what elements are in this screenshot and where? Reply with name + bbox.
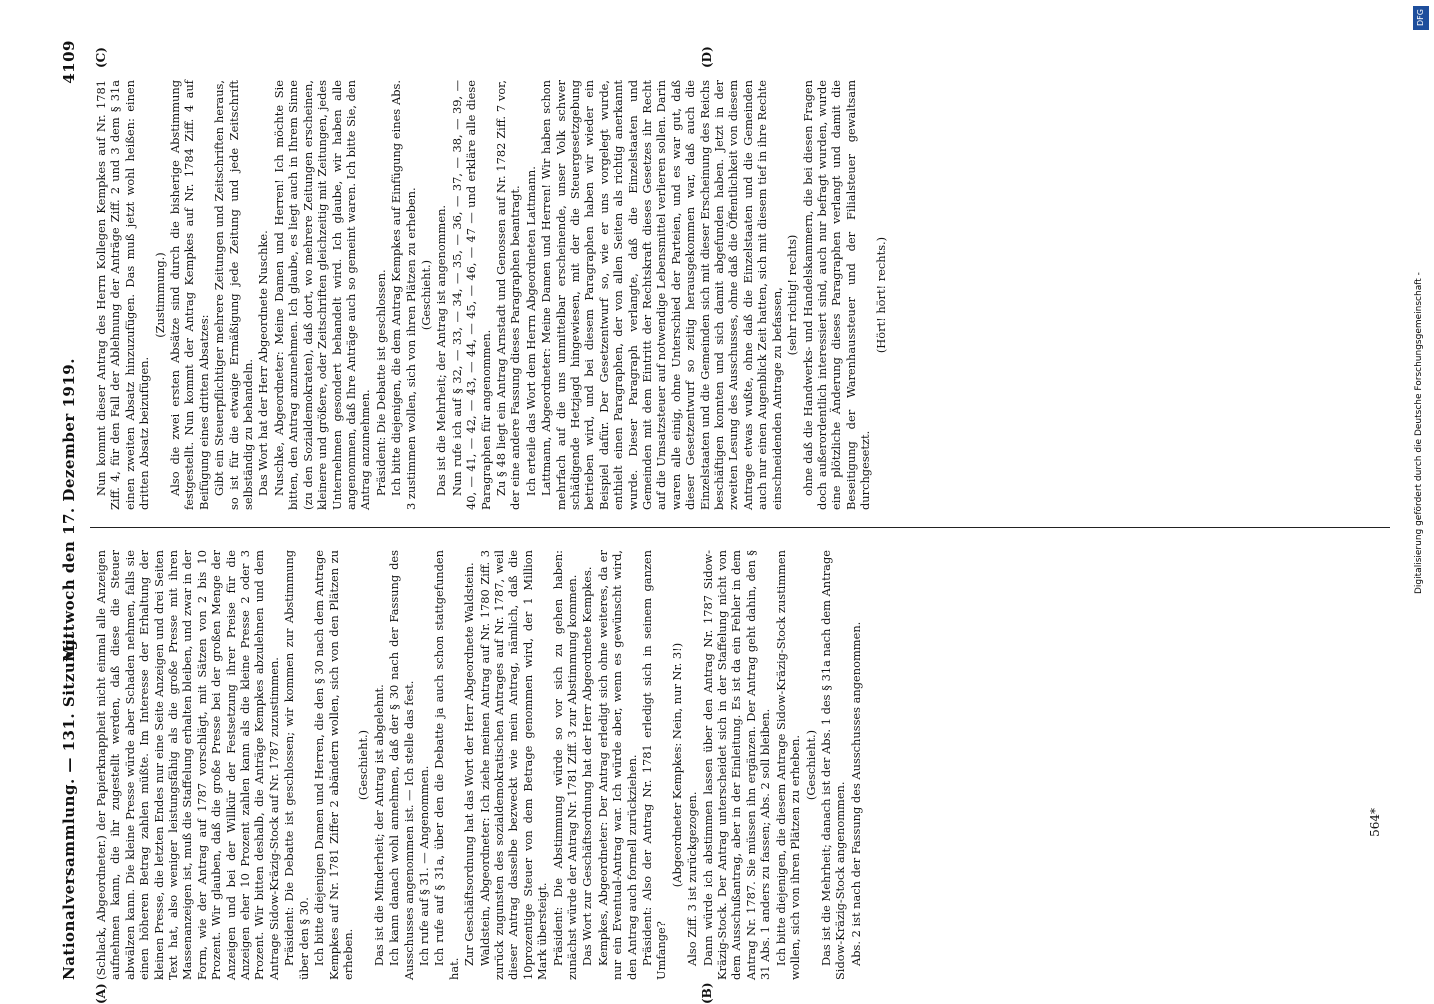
running-header [60, 40, 84, 980]
signature-page-note: 564* [1368, 808, 1382, 837]
paragraph: (Schlack, Abgeordneter.) der Papierknappheit nicht einmal alle Anzeigen aufnehmen kann, die ihr zugestellt werden, daß diese die Steuer abwälzen kann. Die kleine Presse würde aber Schaden nehmen, falls sie einen höheren Betrag zahlen müßte. Im Interesse der Erhaltung der kleinen Presse, die letzten Endes nur eine Seite Anzeigen und drei Seiten Text hat, also weniger leistungsfähig als die große Presse mit ihren Massenanzeigen ist, muß die Staffelung erhalten bleiben, und zwar in der Form, wie der Antrag auf 1787 vorschlägt, mit Sätzen von 2 bis 10 Prozent. Wir glauben, daß die große Presse bei der großen Menge der Anzeigen und bei der Willkür der Festsetzung ihrer Preise für die Anzeigen eher 10 Prozent zahlen kann als die kleine Presse 2 oder 3 Prozent. Wir bitten deshalb, die Anträge Kempkes abzulehnen und dem Antrage Sidow-Kräzig-Stock auf Nr. 1787 zuzustimmen. [94, 550, 281, 980]
paragraph: Nun kommt dieser Antrag des Herrn Kollegen Kempkes auf Nr. 1781 Ziff. 4, für den Fall der Ablehnung der Anträge Ziff. 2 und 3 dem § 31a einen zweiten Absatz hinzuzufügen. Das muß jetzt wohl heißen: einen dritten Absatz beizufügen. [94, 80, 152, 510]
digitization-credit: Digitalisierung gefördert durch die Deutsche Forschungsgemeinschaft - [1414, 34, 1424, 594]
header-center: Mittwoch den 17. Dezember 1919. [60, 40, 78, 980]
paragraph: (sehr richtig! rechts) [785, 80, 799, 510]
paragraph: Ich kann danach wohl annehmen, daß der § 30 nach der Fassung des Ausschusses angenommen ist. — Ich stelle das fest. [387, 550, 416, 980]
paragraph: (Geschieht.) [356, 550, 370, 980]
paragraph: Zu § 48 liegt ein Antrag Arnstadt und Genossen auf Nr. 1782 Ziff. 7 vor, der eine andere Fassung dieses Paragraphen beantragt. [494, 80, 523, 510]
paragraph: Nuschke, Abgeordneter: Meine Damen und Herren! Ich möchte Sie bitten, den Antrag anzunehmen. Ich glaube, es liegt auch in Ihrem Sinne (zu den Sozialdemokraten), daß dort, wo mehrere Zeitungen erscheinen, kleinere und größere, oder Zeitschriften gleichzeitig mit Zeitungen, jedes Unternehmen gesondert behandelt wird. Ich glaube, wir haben alle angenommen, daß Ihre Anträge auch so gemeint waren. Ich bitte Sie, den Antrag anzunehmen. [272, 80, 373, 510]
dfg-logo: DFG [1413, 6, 1429, 30]
paragraph: Ich bitte diejenigen, die diesem Antrage Sidow-Kräzig-Stock zustimmen wollen, sich von ihren Plätzen zu erheben. [774, 550, 803, 980]
header-left: Nationalversammlung. — 131. Sitzung. [60, 634, 78, 980]
paragraph: Ich bitte diejenigen Damen und Herren, die den § 30 nach dem Antrage Kempkes auf Nr. 1781 Ziffer 2 abändern wollen, sich von den Plätzen zu erheben. [312, 550, 355, 980]
paragraph: Präsident: Die Abstimmung würde so vor sich zu gehen haben: zunächst würde der Antrag Nr. 1781 Ziff. 3 zur Abstimmung kommen. [551, 550, 580, 980]
rotated-page-content [60, 40, 1430, 980]
paragraph: Ich erteile das Wort dem Herrn Abgeordneten Lattmann. [524, 80, 538, 510]
paragraph: Präsident: Also der Antrag Nr. 1781 erledigt sich in seinem ganzen Umfange? [640, 550, 669, 980]
paragraph: Das ist die Minderheit; der Antrag ist abgelehnt. [372, 550, 386, 980]
paragraph: (Geschieht.) [804, 550, 818, 980]
margin-marker-b: (B) [700, 983, 714, 1004]
margin-marker-c: (C) [94, 47, 108, 68]
margin-marker-a: (A) [94, 983, 108, 1004]
column-divider [90, 527, 1390, 528]
paragraph: Kempkes, Abgeordneter: Der Antrag erledigt sich ohne weiteres, da er nur ein Eventual-Antrag war. Ich würde aber, wenn es gewünscht wird, den Antrag auch formell zurückziehen. [596, 550, 639, 980]
paragraph: Präsident: Die Debatte ist geschlossen; wir kommen zur Abstimmung über den § 30. [282, 550, 311, 980]
paragraph: Waldstein, Abgeordneter: Ich ziehe meinen Antrag auf Nr. 1780 Ziff. 3 zurück zugunsten des sozialdemokratischen Antrages auf Nr. 1787, weil dieser Antrag dasselbe bezweckt wie mein Antrag, nämlich, daß die 10prozentige Steuer von dem Betrage genommen wird, der 1 Million Mark übersteigt. [478, 550, 550, 980]
paragraph: Ich rufe auf § 31a, über den die Debatte ja auch schon stattgefunden hat. [432, 550, 461, 980]
header-page-number: 4109 [60, 40, 78, 84]
paragraph: Präsident: Die Debatte ist geschlossen. [374, 80, 388, 510]
paragraph: Ich rufe auf § 31. — Angenommen. [417, 550, 431, 980]
paragraph: Also Ziff. 3 ist zurückgezogen. [685, 550, 699, 980]
paragraph: Ich bitte diejenigen, die dem Antrag Kempkes auf Einfügung eines Abs. 3 zustimmen wollen, sich von ihren Plätzen zu erheben. [389, 80, 418, 510]
paragraph: ohne daß die Handwerks- und Handelskammern, die bei diesen Fragen doch außerordentlich interessiert sind, auch nur befragt wurden, wurde eine plötzliche Änderung dieses Paragraphen verlangt und damit die Beseitigung der Warenhaussteuer und der Filialsteuer gewaltsam durchgesetzt. [801, 80, 873, 510]
paragraph: Das ist die Mehrheit; danach ist der Abs. 1 des § 31a nach dem Antrage Sidow-Kräzig-Stock angenommen. [819, 550, 848, 980]
paragraph: Zur Geschäftsordnung hat das Wort der Herr Abgeordnete Waldstein. [462, 550, 476, 980]
paragraph: Lattmann, Abgeordneter: Meine Damen und Herren! Wir haben schon mehrfach auf die uns unmittelbar erscheinende, unser Volk schwer schädigende Hetzjagd hingewiesen, mit der die Steuergesetzgebung betrieben wird, und bei diesem Paragraphen haben wir wieder ein Beispiel dafür. Der Gesetzentwurf so, wie er uns vorgelegt wurde, enthielt einen Paragraphen, der von allen Seiten als richtig anerkannt wurde. Dieser Paragraph verlangte, daß die Einzelstaaten und Gemeinden mit dem Eintritt der Rechtskraft dieses Gesetzes ihr Recht auf die Umsatzsteuer auf notwendige Lebensmittel verlieren sollen. Darin waren alle einig, ohne Unterschied der Parteien, und es war gut, daß dieser Gesetzentwurf so zeitig herausgekommen war, daß auch die Einzelstaaten und die Gemeinden sich mit dieser Erscheinung des Reichs beschäftigen konnten und sich damit abgefunden haben. Jetzt in der zweiten Lesung des Ausschusses, ohne daß die Öffentlichkeit von diesem Antrage etwas wußte, ohne daß die Einzelstaaten und die Gemeinden auch nur einen Augenblick Zeit hatten, sich mit diesem tief in ihre Rechte einschneidenden Antrage zu befassen, [539, 80, 784, 510]
paragraph: Dann würde ich abstimmen lassen über den Antrag Nr. 1787 Sidow-Kräzig-Stock. Der Antrag unterscheidet sich in der Staffelung nicht von dem Ausschußantrag, aber in der Einleitung. Es ist da ein Fehler in dem Antrag Nr. 1787. Sie müssen ihn ergänzen. Der Antrag geht dahin, den § 31 Abs. 1 anders zu fassen; Abs. 2 soll bleiben. [701, 550, 773, 980]
margin-marker-d: (D) [700, 46, 714, 68]
paragraph: (Geschieht.) [419, 80, 433, 510]
paragraph: Gibt ein Steuerpflichtiger mehrere Zeitungen und Zeitschriften heraus, so ist für die etwaige Ermäßigung jede Zeitung und jede Zeitschrift selbständig zu behandeln. [212, 80, 255, 510]
paragraph: Das Wort hat der Herr Abgeordnete Nuschke. [256, 80, 270, 510]
paragraph: Das Wort zur Geschäftsordnung hat der Herr Abgeordnete Kempkes. [580, 550, 594, 980]
paragraph: (Zustimmung.) [153, 80, 167, 510]
paragraph: Also die zwei ersten Absätze sind durch die bisherige Abstimmung festgestellt. Nun kommt der Antrag Kempkes auf Nr. 1784 Ziff. 4 auf Beifügung eines dritten Absatzes: [168, 80, 211, 510]
paragraph: (Hört! hört! rechts.) [874, 80, 888, 510]
paragraph: Nun rufe ich auf § 32, — 33, — 34, — 35, — 36, — 37, — 38, — 39, — 40, — 41, — 42, — 43, — 44, — 45, — 46, — 47 — und erkläre alle diese Paragraphen für angenommen. [450, 80, 493, 510]
left-column [94, 550, 864, 980]
paragraph: Das ist die Mehrheit; der Antrag ist angenommen. [434, 80, 448, 510]
right-column [94, 80, 889, 510]
paragraph: Abs. 2 ist nach der Fassung des Ausschusses angenommen. [849, 550, 863, 980]
digitization-sidebar [1412, 6, 1430, 996]
paragraph: (Abgeordneter Kempkes: Nein, nur Nr. 3!) [670, 550, 684, 980]
